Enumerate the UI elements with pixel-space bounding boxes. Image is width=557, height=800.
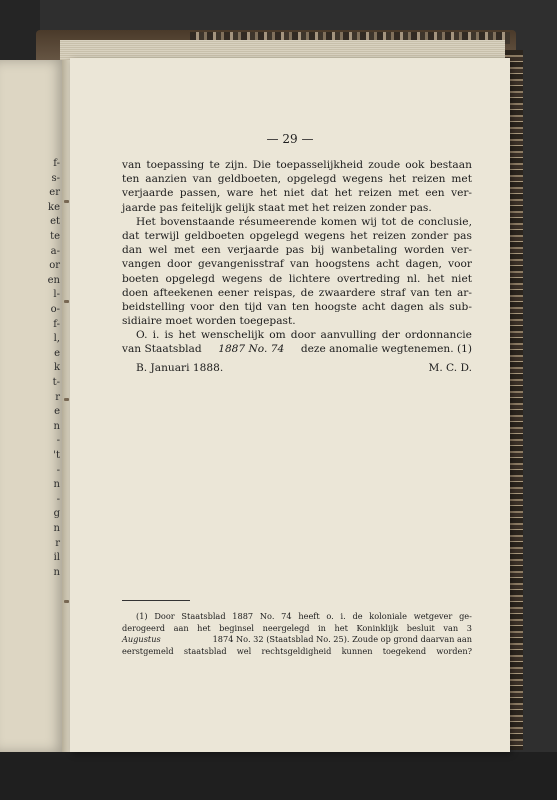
- word: ge-: [459, 611, 472, 621]
- word: om: [269, 329, 286, 342]
- word: No.: [259, 611, 275, 621]
- text-line: [122, 201, 472, 215]
- word: dat: [310, 187, 329, 200]
- word: worden: [403, 244, 445, 257]
- word: opgelegd: [165, 272, 215, 285]
- word: hoogste: [314, 300, 357, 313]
- left-page-fragment: -: [56, 464, 60, 476]
- word: rechtsgeldigheid: [261, 645, 332, 656]
- word: van: [443, 622, 459, 633]
- word: met: [174, 244, 195, 257]
- word: sub-: [449, 300, 472, 313]
- left-page-fragment: e: [54, 347, 60, 359]
- word: ver-: [451, 187, 472, 200]
- word: van: [122, 159, 142, 171]
- word: dagen: [390, 300, 424, 313]
- word: ware: [226, 187, 254, 200]
- word: het: [388, 173, 407, 186]
- left-page-fragment: o-: [50, 304, 60, 315]
- line-text: jaarde pas feitelijk gelijk staat met het reizen zonder pas.: [122, 201, 432, 214]
- word: met: [451, 173, 472, 186]
- left-page-fragment: l-: [53, 289, 60, 301]
- binding-stitch: [64, 200, 69, 203]
- word: zonder: [411, 229, 449, 242]
- page-number: — 29 —: [266, 132, 314, 146]
- word: zijn.: [225, 159, 248, 171]
- word: is: [164, 329, 174, 342]
- footnote: [122, 611, 472, 657]
- word: opgelegd: [286, 173, 337, 186]
- text-line: [122, 172, 472, 186]
- word: kunnen: [341, 645, 373, 656]
- word: de: [300, 286, 314, 299]
- left-page-fragment: en: [47, 274, 60, 286]
- word: acht: [362, 300, 386, 313]
- signature-date: B. Januari 1888.: [136, 361, 224, 374]
- word: toepasselijkheid: [276, 159, 364, 171]
- word: Die: [252, 159, 271, 171]
- word: verjaarde: [227, 244, 279, 257]
- word: reizen: [412, 173, 446, 186]
- left-page-fragment: e: [54, 406, 60, 418]
- word: aan: [173, 622, 189, 633]
- word: de: [269, 272, 283, 285]
- word: door: [290, 329, 316, 342]
- left-page-fragment: a-: [50, 245, 60, 257]
- binding-stitch: [64, 300, 69, 303]
- word: wel: [236, 645, 252, 656]
- line-text: deze anomalie wegtenemen. (1): [300, 343, 472, 356]
- word: de: [400, 215, 414, 228]
- left-page-fragment: f-: [53, 318, 60, 330]
- word: neergelegd: [262, 622, 310, 633]
- word: toegekend: [382, 645, 427, 656]
- word: de: [352, 611, 363, 621]
- left-facing-page: [0, 60, 66, 752]
- word: niet: [451, 272, 472, 285]
- bottom-shadow: [0, 752, 557, 800]
- word: wetgever: [413, 611, 453, 621]
- word: Het: [136, 215, 156, 228]
- word: hoogstens: [315, 258, 370, 271]
- word: van: [290, 258, 310, 271]
- signature-line: [122, 361, 472, 375]
- word: het: [178, 329, 196, 342]
- word: 3: [466, 622, 472, 633]
- left-page-fragment: l,: [53, 333, 60, 345]
- word: der: [381, 329, 400, 342]
- word: bestaan: [429, 159, 472, 171]
- word: dagen,: [405, 258, 442, 271]
- left-page-fragment: er: [49, 187, 60, 199]
- text-line: [122, 314, 472, 328]
- binding-stitch: [64, 600, 69, 603]
- word: dat: [122, 229, 140, 242]
- word: Door: [154, 611, 175, 621]
- left-page-fragment: n: [53, 479, 60, 491]
- left-page-fragment: -: [56, 435, 60, 447]
- word: door: [167, 258, 192, 271]
- text-line: [122, 328, 472, 342]
- left-page-fragment: il: [53, 552, 60, 564]
- word: een: [425, 187, 445, 200]
- word: wij: [361, 215, 377, 228]
- text-line: [122, 286, 472, 300]
- binding-stitch: [64, 398, 69, 401]
- left-page-fragment: ke: [48, 201, 60, 213]
- word: geldboeten: [184, 229, 245, 242]
- word: nl.: [406, 272, 421, 285]
- footnote-divider: [122, 600, 190, 601]
- word: gevangenisstraf: [197, 258, 284, 271]
- text-line: [122, 243, 472, 257]
- word: het: [427, 272, 445, 285]
- word: wanbetaling: [331, 244, 398, 257]
- word: Koninklijk: [356, 622, 399, 633]
- word: eerstgemeld: [122, 645, 174, 656]
- word: met: [398, 187, 419, 200]
- line-text: van Staatsblad: [122, 343, 202, 356]
- left-page-fragment: et: [50, 216, 60, 228]
- word: het: [259, 187, 278, 200]
- word: i.: [152, 329, 160, 342]
- word: ten: [122, 173, 140, 186]
- word: koloniale: [369, 611, 407, 621]
- text-line: [122, 342, 472, 356]
- word: terwijl: [144, 229, 180, 242]
- word: het: [334, 622, 348, 633]
- word: afteekenen: [153, 286, 213, 299]
- word: pas: [453, 229, 472, 242]
- word: doen: [122, 286, 149, 299]
- word: passen,: [179, 187, 221, 200]
- word: i.: [340, 611, 346, 621]
- left-page-fragment: n: [53, 566, 60, 578]
- word: geldboeten,: [217, 173, 282, 186]
- text-line: [122, 229, 472, 243]
- word: résumeerende: [239, 215, 317, 228]
- word: ver-: [451, 244, 472, 257]
- word: zwaardere: [318, 286, 376, 299]
- word: wegens: [304, 229, 345, 242]
- left-page-fragment: g: [53, 508, 60, 520]
- word: wegens: [221, 272, 263, 285]
- word: reispas,: [253, 286, 296, 299]
- word: voor: [190, 300, 215, 313]
- text-line: [122, 158, 472, 172]
- word: Staatsblad: [181, 611, 226, 621]
- word: komen: [320, 215, 357, 228]
- left-page-fragment: -: [56, 493, 60, 505]
- footnote-line: [122, 646, 472, 658]
- word: bovenstaande: [160, 215, 235, 228]
- word: straf: [380, 286, 406, 299]
- word: 74: [281, 611, 292, 621]
- word: van: [410, 286, 430, 299]
- left-page-fragment: n: [53, 420, 60, 432]
- staatsblad-reference: 1887 No. 74: [218, 343, 285, 356]
- word: toepassing: [146, 159, 205, 171]
- word: als: [428, 300, 445, 313]
- word: ten: [434, 286, 452, 299]
- word: tijd: [244, 300, 263, 313]
- word: verjaarde: [122, 187, 174, 200]
- word: eener: [217, 286, 249, 299]
- word: O.: [136, 329, 148, 342]
- word: wenschelijk: [200, 329, 265, 342]
- word: wegens: [342, 173, 383, 186]
- word: bij: [310, 244, 325, 257]
- footnote-line: [122, 623, 472, 635]
- left-page-fragment: t-: [52, 377, 60, 388]
- word: vangen: [122, 258, 161, 271]
- word: ook: [405, 159, 425, 171]
- text-line: [122, 300, 472, 314]
- word: reizen: [358, 187, 392, 200]
- left-page-fragment: k: [53, 362, 60, 374]
- word: pas: [285, 244, 305, 257]
- word: derogeerd: [122, 622, 166, 633]
- word: ar-: [456, 286, 472, 299]
- word: het: [197, 622, 211, 633]
- footnote-italic-word: Augustus: [122, 634, 161, 645]
- left-page-fragment: f-: [53, 158, 60, 169]
- word: reizen: [372, 229, 407, 242]
- text-line: [122, 186, 472, 200]
- word: opgelegd: [249, 229, 300, 242]
- word: besluit: [406, 622, 435, 633]
- word: te: [209, 159, 220, 171]
- text-line: [122, 272, 472, 286]
- left-page-fragment: te: [50, 231, 60, 242]
- left-page-fragment: n: [53, 523, 60, 534]
- word: zoude: [368, 159, 401, 171]
- word: aanvulling: [320, 329, 377, 342]
- word: in: [318, 622, 326, 633]
- left-page-fragment: r: [55, 391, 60, 403]
- word: voor: [448, 258, 472, 271]
- word: worden?: [436, 645, 472, 656]
- word: wel: [148, 244, 168, 257]
- text-line: [122, 257, 472, 271]
- right-page: [70, 58, 510, 752]
- left-page-fragment: r: [55, 537, 60, 549]
- line-text: sidiaire moet worden toegepast.: [122, 315, 296, 328]
- word: dan: [122, 244, 142, 257]
- word: (1): [136, 611, 148, 621]
- left-page-fragment: s-: [51, 172, 60, 184]
- word: tot: [381, 215, 397, 228]
- word: niet: [283, 187, 305, 200]
- word: 1887: [232, 611, 254, 621]
- left-page-fragment: 't: [53, 450, 60, 461]
- word: conclusie,: [418, 215, 472, 228]
- word: heeft: [298, 611, 320, 621]
- word: overtreding: [337, 272, 401, 285]
- word: het: [350, 229, 368, 242]
- body-text: [122, 158, 472, 375]
- word: lichtere: [288, 272, 331, 285]
- word: boeten: [122, 272, 159, 285]
- signature-initials: M. C. D.: [428, 361, 472, 374]
- word: van: [192, 173, 212, 186]
- word: acht: [376, 258, 400, 271]
- footnote-line: [122, 611, 472, 623]
- footnote-line: [122, 634, 472, 646]
- word: een: [201, 244, 221, 257]
- word: het: [334, 187, 352, 200]
- word: van: [267, 300, 287, 313]
- word: ordonnancie: [404, 329, 472, 342]
- left-page-fragment: or: [49, 260, 60, 272]
- word: beidstelling: [122, 300, 185, 313]
- word: den: [219, 300, 240, 313]
- text-line: [122, 215, 472, 229]
- footnote-line-text: 1874 No. 32 (Staatsblad No. 25). Zoude op grond daarvan aan: [212, 634, 472, 645]
- word: o.: [326, 611, 334, 621]
- word: staatsblad: [183, 645, 227, 656]
- word: aanzien: [145, 173, 187, 186]
- word: beginsel: [219, 622, 255, 633]
- word: ten: [291, 300, 310, 313]
